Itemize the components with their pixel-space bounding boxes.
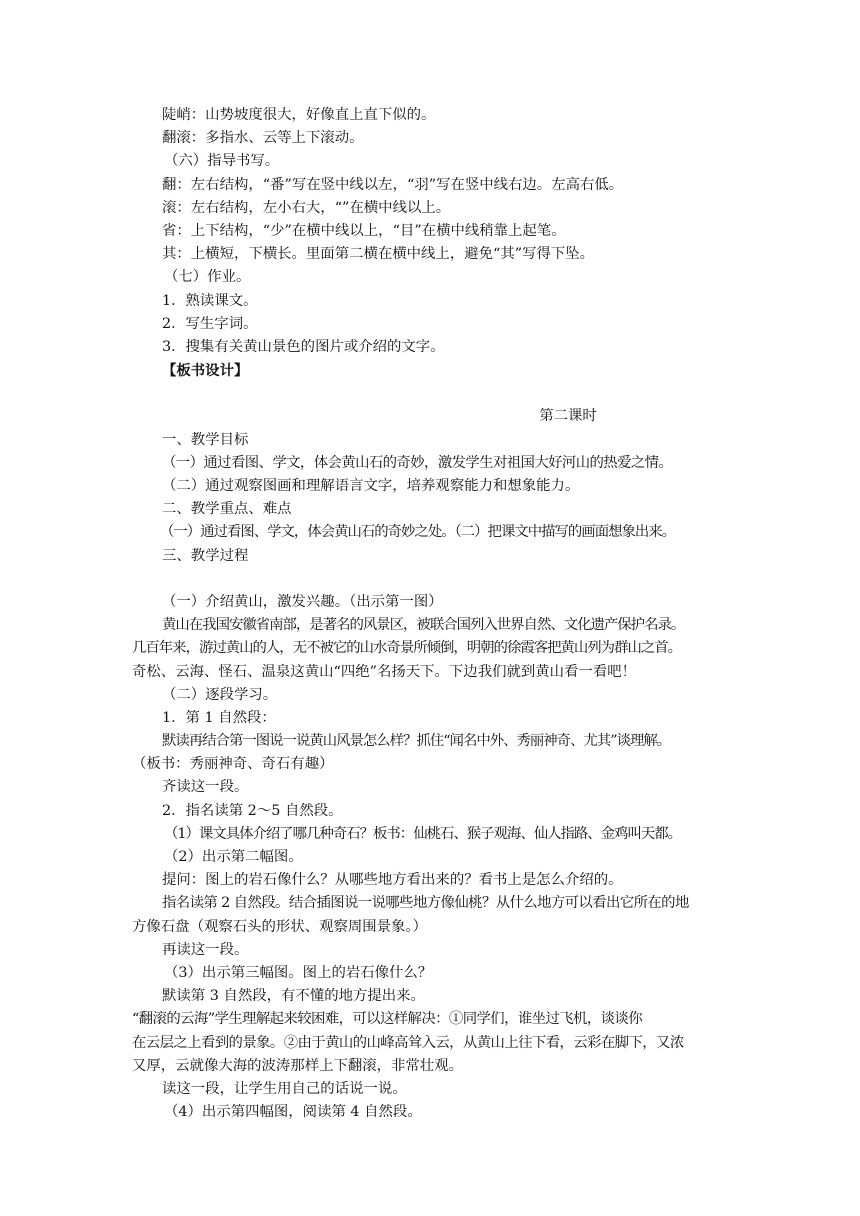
text-line: 翻：左右结构，“番”写在竖中线以左，“羽”写在竖中线右边。左高右低。 xyxy=(162,176,624,193)
document-body xyxy=(132,104,762,1124)
paragraph-line: 提问：图上的岩石像什么？从哪些地方看出来的？看书上是怎么介绍的。 xyxy=(162,872,623,889)
text-line: （二）通过观察图画和理解语言文字，培养观察能力和想象能力。 xyxy=(162,478,580,494)
blank-line xyxy=(162,382,762,405)
section-heading: 二、教学重点、难点 xyxy=(162,501,292,518)
lesson-title: 第二课时 xyxy=(539,408,597,425)
paragraph-line: （2）出示第二幅图。 xyxy=(164,849,303,865)
section-heading: 一、教学目标 xyxy=(162,431,249,448)
text-line: 翻滚：多指水、云等上下滚动。 xyxy=(162,130,364,147)
paragraph-line: 齐读这一段。 xyxy=(162,779,249,796)
paragraph-line: （4）出示第四幅图，阅读第 4 自然段。 xyxy=(164,1104,422,1121)
paragraph-line: 奇松、云海、怪石、温泉这黄山“四绝”名扬天下。下边我们就到黄山看一看吧！ xyxy=(132,663,636,680)
text-line: 省：上下结构，“少”在横中线以上，“目”在横中线稍靠上起笔。 xyxy=(162,222,566,239)
paragraph-line: “翻滚的云海”学生理解起来较困难，可以这样解决：①同学们，谁坐过飞机，谈谈你 xyxy=(132,1011,642,1028)
paragraph-line: （1）课文具体介绍了哪几种奇石？板书：仙桃石、猴子观海、仙人指路、金鸡叫天都。 xyxy=(164,825,682,842)
text-line: 其：上横短，下横长。里面第二横在横中线上，避免“其”写得下坠。 xyxy=(162,246,595,263)
paragraph-line: 再读这一段。 xyxy=(162,941,249,958)
list-item: 1．第 1 自然段： xyxy=(162,709,276,726)
text-line: （一）通过看图、学文，体会黄山石的奇妙之处。（二）把课文中描写的画面想象出来。 xyxy=(160,524,676,541)
list-item: 2．指名读第 2～5 自然段。 xyxy=(162,802,343,819)
text-line: 滚：左右结构，左小右大，“”在横中线以上。 xyxy=(162,199,451,216)
paragraph-line: 黄山在我国安徽省南部，是著名的风景区，被联合国列入世界自然、文化遗产保护名录。 xyxy=(162,617,685,634)
paragraph-line: 指名读第 2 自然段。结合插图说一说哪些地方像仙桃？从什么地方可以看出它所在的地 xyxy=(162,895,689,912)
section-heading: （二）逐段学习。 xyxy=(162,686,278,703)
text-line: 陡峭：山势坡度很大，好像直上直下似的。 xyxy=(162,107,436,123)
list-item: 2．写生字词。 xyxy=(162,315,258,332)
paragraph-line: 默读再结合第一图说一说黄山风景怎么样？抓住“闻名中外、秀丽神奇、尤其”谈理解。 xyxy=(162,733,671,750)
text-line: （一）介绍黄山，激发兴趣。（出示第一图） xyxy=(162,593,443,610)
section-heading: （六）指导书写。 xyxy=(164,153,280,170)
paragraph-line: 几百年来，游过黄山的人，无不被它的山水奇景所倾倒，明朝的徐霞客把黄山列为群山之首。 xyxy=(132,640,682,657)
text-line: （一）通过看图、学文，体会黄山石的奇妙，激发学生对祖国大好河山的热爱之情。 xyxy=(162,454,673,471)
paragraph-line: 默读第 3 自然段，有不懂的地方提出来。 xyxy=(162,988,425,1005)
list-item: 1．熟读课文。 xyxy=(162,292,258,309)
paragraph-line: 方像石盘（观察石头的形状、观察周围景象。） xyxy=(132,918,428,935)
section-heading: （七）作业。 xyxy=(164,269,251,286)
paragraph-line: 在云层之上看到的景象。②由于黄山的山峰高耸入云，从黄山上往下看，云彩在脚下，又浓 xyxy=(132,1034,684,1051)
paragraph-line: （3）出示第三幅图。图上的岩石像什么？ xyxy=(164,964,433,981)
section-heading: 三、教学过程 xyxy=(162,547,249,564)
paragraph-line: 又厚，云就像大海的波涛那样上下翻滚，非常壮观。 xyxy=(132,1057,463,1074)
paragraph-line: 读这一段，让学生用自己的话说一说。 xyxy=(162,1080,407,1097)
paragraph-line: （板书：秀丽神奇、奇石有趣） xyxy=(132,756,334,773)
board-design-heading: 【板书设计】 xyxy=(162,362,249,380)
list-item: 3．搜集有关黄山景色的图片或介绍的文字。 xyxy=(162,338,445,355)
blank-line xyxy=(162,568,762,591)
